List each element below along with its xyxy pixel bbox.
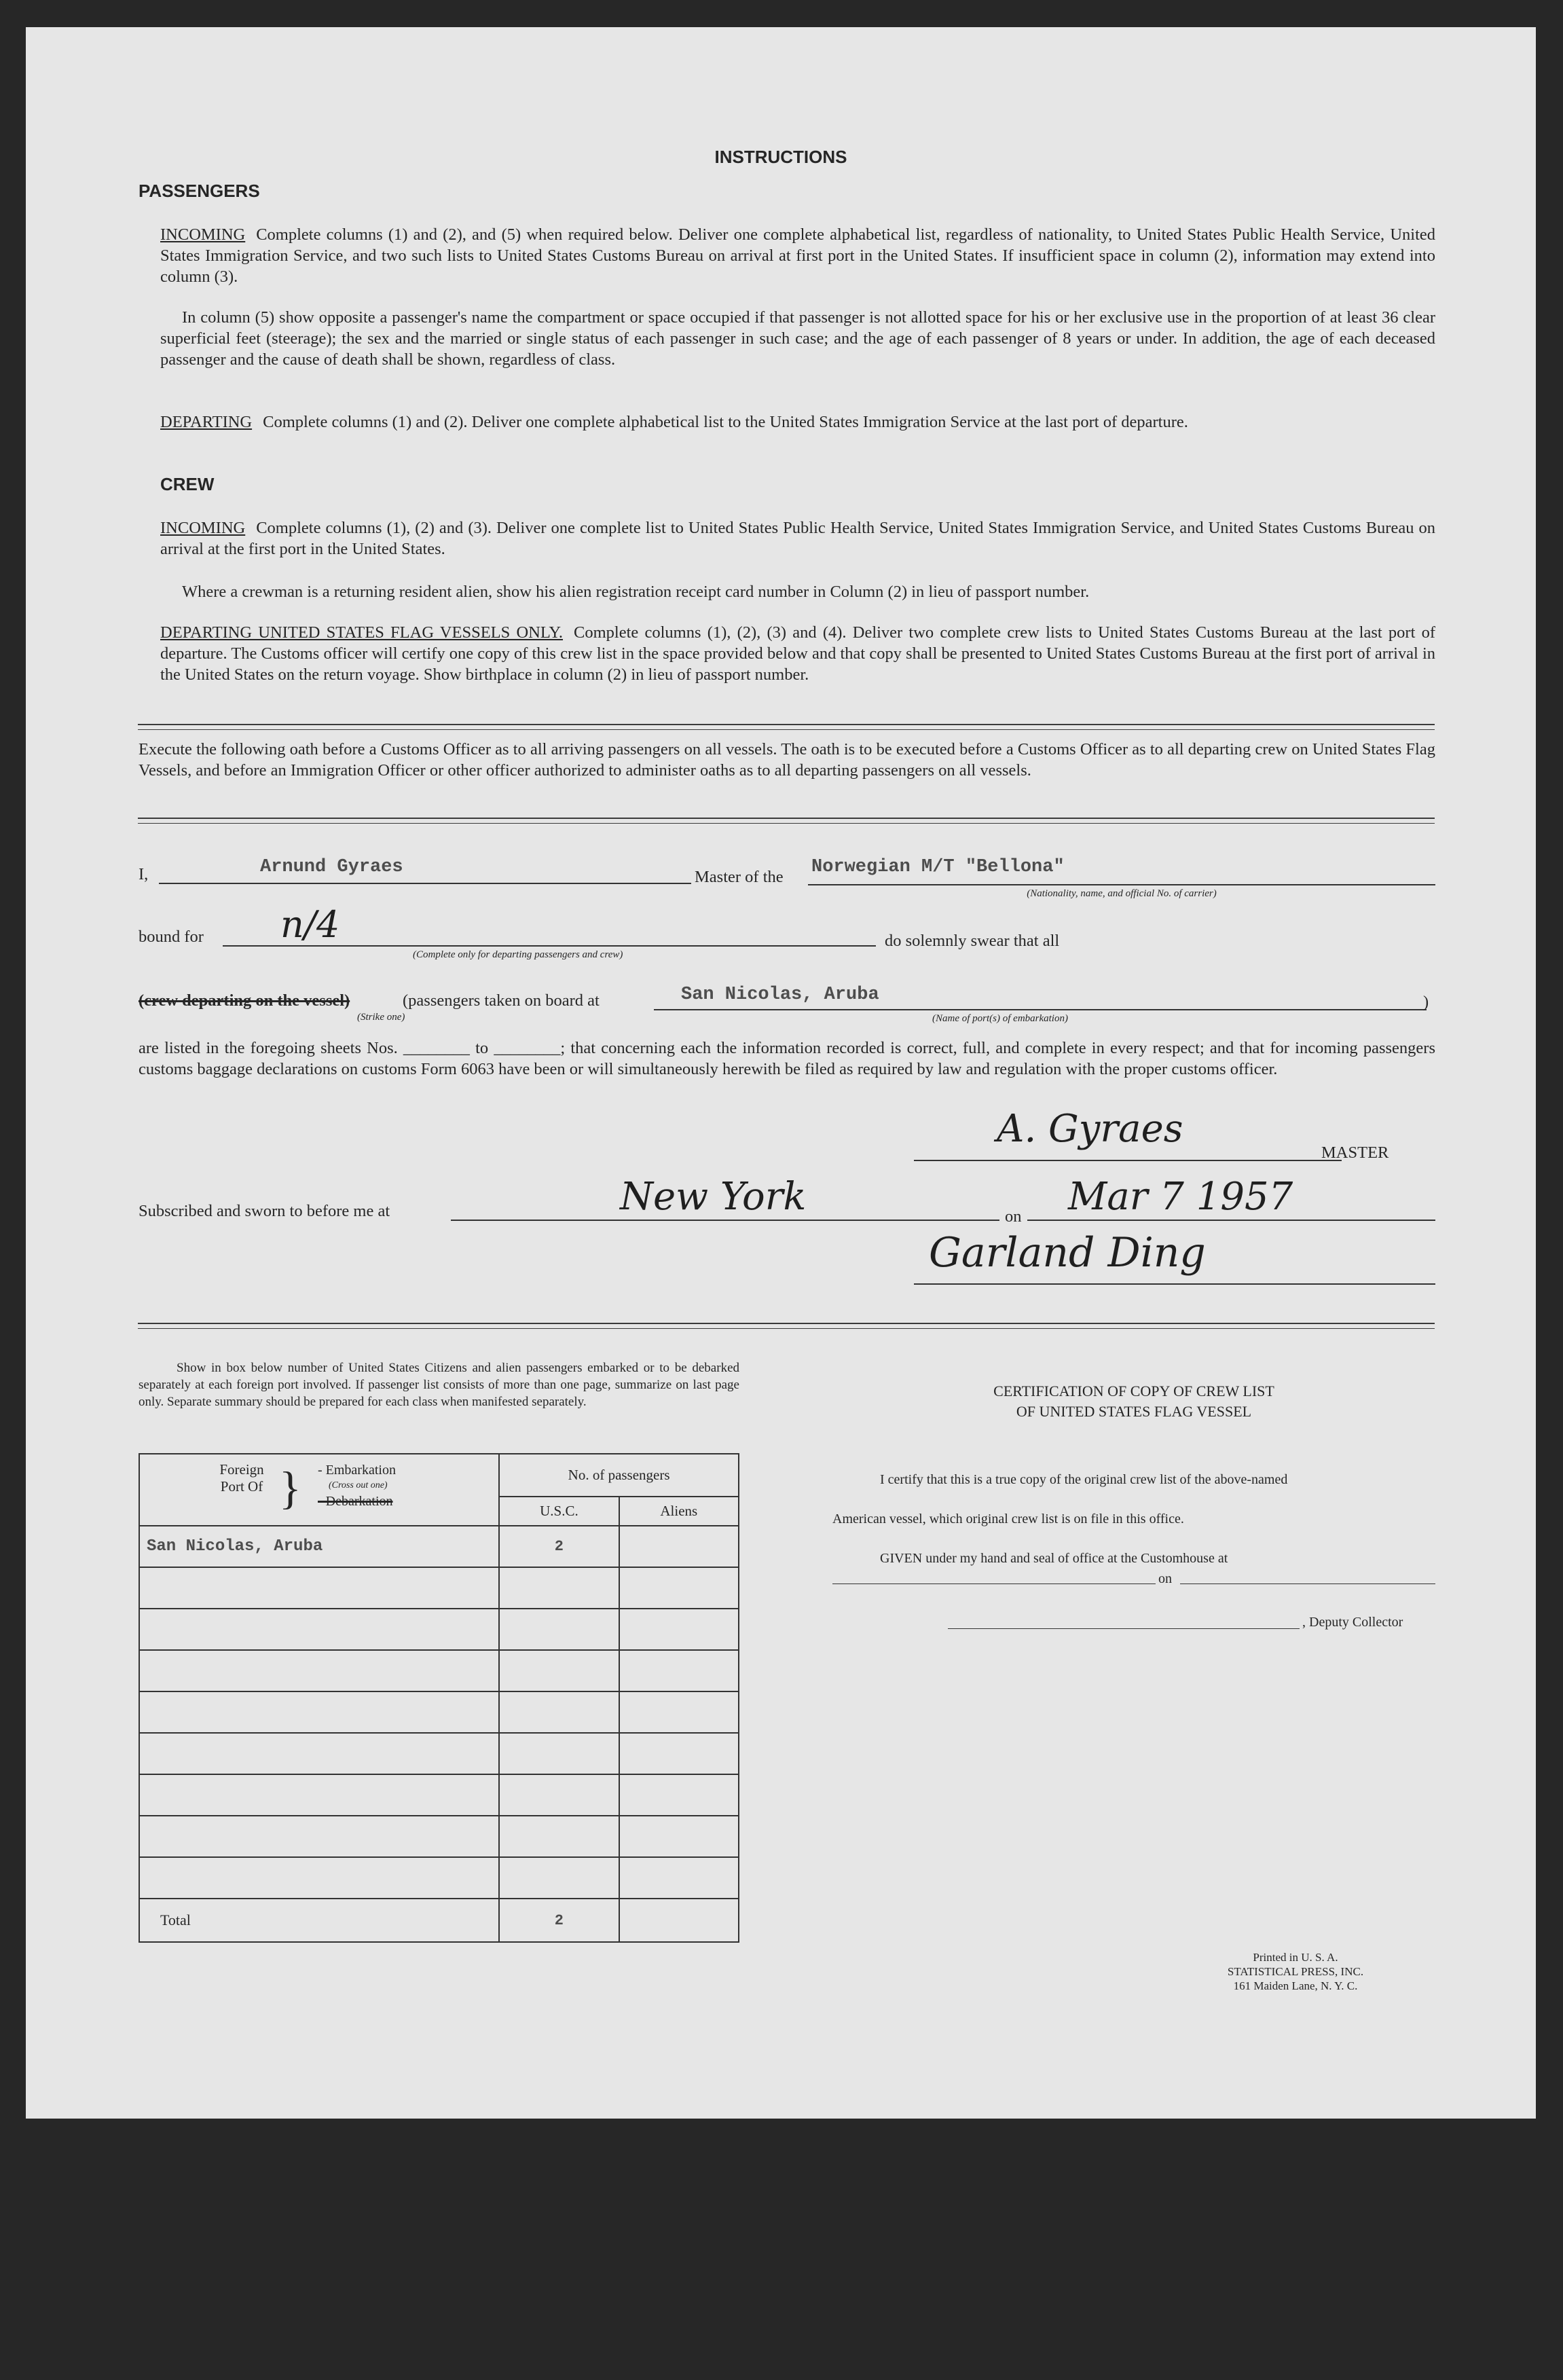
crew-resident-paragraph: Where a crewman is a returning resident alien, show his alien registration receipt card number in Column (2) in lieu of passport number. [182, 583, 1090, 601]
table-row [139, 1691, 739, 1733]
swear-text: do solemnly swear that all [885, 932, 1060, 950]
deputy-collector-label: , Deputy Collector [1302, 1615, 1403, 1630]
port-caption: (Name of port(s) of embarkation) [932, 1013, 1068, 1024]
oath-i-label: I, [139, 865, 149, 883]
printer-imprint [1166, 1950, 1424, 1993]
deputy-collector-line [948, 1628, 1300, 1629]
usc-cell [499, 1816, 619, 1857]
certification-title-line1: CERTIFICATION OF COPY OF CREW LIST [993, 1383, 1274, 1399]
carrier-line [808, 884, 1435, 885]
officer-signature: Garland Ding [929, 1229, 1206, 1277]
passengers-taken-text: (passengers taken on board at [403, 991, 600, 1010]
master-name-value: Arnund Gyraes [260, 857, 403, 877]
sworn-date-line [1027, 1220, 1435, 1221]
no-passengers-header: No. of passengers [499, 1454, 739, 1497]
certification-title-line2: OF UNITED STATES FLAG VESSEL [1016, 1403, 1252, 1420]
crew-incoming-text: Complete columns (1), (2) and (3). Deliver one complete list to United States Public Health Service, United States Immigration Service, and United States Customs Bureau on arrival at the first port in the United States. [160, 519, 1435, 558]
usc-cell [499, 1857, 619, 1899]
port-cell [139, 1816, 499, 1857]
aliens-cell [619, 1733, 739, 1774]
divider-line [138, 818, 1435, 819]
certification-text-2: American vessel, which original crew list is on file in this office. [832, 1512, 1184, 1526]
usc-cell [499, 1733, 619, 1774]
table-row [139, 1774, 739, 1816]
usc-cell [499, 1774, 619, 1816]
usc-cell: 2 [499, 1526, 619, 1567]
crew-departing-paragraph [160, 622, 1435, 685]
certification-on-label: on [1158, 1571, 1172, 1586]
port-cell [139, 1774, 499, 1816]
passengers-column5-paragraph: In column (5) show opposite a passenger's name the compartment or space occupied if that passenger is not allotted space for his or her exclusive use in the proportion of at least 36 clear superficial feet (steerage); the sex and the married or single status of each passenger in such case; and the age of each passenger of 8 years or under. In addition, the age of each deceased passenger and the cause of death shall be shown, regardless of class. [160, 308, 1435, 369]
officer-signature-line [914, 1283, 1435, 1285]
embarkation-label: - Embarkation [318, 1463, 396, 1478]
master-name-line [159, 883, 691, 884]
header-brace: } [279, 1462, 301, 1514]
subscribed-label: Subscribed and sworn to before me at [139, 1202, 390, 1220]
master-signature: A. Gyraes [997, 1107, 1183, 1151]
certification-text-1: I certify that this is a true copy of the original crew list of the above-named [880, 1472, 1288, 1487]
aliens-cell [619, 1609, 739, 1650]
table-row [139, 1650, 739, 1691]
master-label: MASTER [1321, 1143, 1389, 1162]
table-row [139, 1816, 739, 1857]
imprint-line-1: Printed in U. S. A. [1253, 1951, 1338, 1964]
passengers-heading: PASSENGERS [139, 181, 260, 201]
embarkation-line [654, 1009, 1427, 1010]
certification-text-3: GIVEN under my hand and seal of office at the Customhouse at [880, 1551, 1228, 1566]
strike-option: (crew departing on the vessel) [139, 991, 350, 1010]
crew-heading: CREW [160, 474, 215, 494]
certification-title [828, 1381, 1439, 1422]
close-paren: ) [1423, 993, 1429, 1011]
aliens-header: Aliens [619, 1497, 739, 1526]
divider-line [138, 823, 1435, 824]
port-cell [139, 1567, 499, 1609]
port-cell: San Nicolas, Aruba [139, 1526, 499, 1567]
aliens-cell [619, 1526, 739, 1567]
bound-for-caption: (Complete only for departing passengers and crew) [413, 949, 623, 960]
imprint-line-2: STATISTICAL PRESS, INC. [1227, 1965, 1364, 1978]
crew-departing-label: DEPARTING UNITED STATES FLAG VESSELS ONLY. [160, 623, 564, 642]
sworn-place-line [451, 1220, 999, 1221]
total-label: Total [139, 1899, 499, 1942]
cross-out-caption: (Cross out one) [329, 1480, 388, 1490]
usc-cell [499, 1567, 619, 1609]
crew-departing-text: Complete columns (1), (2), (3) and (4). Deliver two complete crew lists to United States Customs Bureau at the last port of departure. The Customs officer will certify one copy of this crew list in the space provided below and that copy shall be presented to United States Customs Bureau at the first port of arrival in the United States on the return voyage. Show birthplace in column (2) in lieu of passport number. [160, 623, 1435, 684]
aliens-cell [619, 1857, 739, 1899]
oath-intro: Execute the following oath before a Customs Officer as to all arriving passengers on all vessels. The oath is to be executed before a Customs Officer as to all departing crew on United States Flag Vessels, and before an Immigration Officer or other officer authorized to administer oaths as to all departing passengers on all vessels. [139, 740, 1435, 780]
sworn-on-label: on [1005, 1207, 1022, 1226]
passengers-departing-text: Complete columns (1) and (2). Deliver one complete alphabetical list to the United States Immigration Service at the last port of departure. [263, 413, 1188, 431]
master-of-label: Master of the [695, 868, 784, 886]
passengers-departing-label: DEPARTING [160, 413, 253, 431]
usc-cell [499, 1609, 619, 1650]
usc-header: U.S.C. [499, 1497, 619, 1526]
customhouse-line [832, 1583, 1156, 1584]
total-aliens [619, 1899, 739, 1942]
master-signature-line [914, 1160, 1342, 1161]
imprint-line-3: 161 Maiden Lane, N. Y. C. [1233, 1979, 1358, 1992]
summary-instruction: Show in box below number of United States Citizens and alien passengers embarked or to be debarked separately at each foreign port involved. If passenger list consists of more than one page, summarize on last page only. Separate summary should be prepared for each class when manifested separately. [139, 1361, 739, 1409]
bound-for-label: bound for [139, 928, 204, 946]
aliens-cell [619, 1567, 739, 1609]
certification-date-line [1180, 1583, 1435, 1584]
divider-line [138, 1328, 1435, 1329]
sworn-date-value: Mar 7 1957 [1068, 1175, 1293, 1219]
passengers-incoming-label: INCOMING [160, 225, 246, 244]
instructions-title: INSTRUCTIONS [714, 147, 847, 167]
passenger-summary-table [139, 1453, 739, 1943]
divider-line [138, 724, 1435, 725]
port-cell [139, 1691, 499, 1733]
table-row [139, 1857, 739, 1899]
crew-incoming-label: INCOMING [160, 519, 246, 537]
total-usc: 2 [499, 1899, 619, 1942]
passengers-departing-paragraph [160, 411, 1435, 433]
bound-for-value: n/4 [280, 903, 340, 946]
table-row [139, 1609, 739, 1650]
sworn-place-value: New York [620, 1175, 807, 1219]
aliens-cell [619, 1691, 739, 1733]
port-cell [139, 1609, 499, 1650]
foreign-port-of-label: Foreign Port Of [219, 1461, 264, 1495]
debarkation-label: - Debarkation [318, 1494, 393, 1509]
document-page [26, 27, 1536, 2119]
strike-caption: (Strike one) [357, 1012, 405, 1023]
table-row [139, 1567, 739, 1609]
usc-cell [499, 1691, 619, 1733]
embarkation-port-value: San Nicolas, Aruba [681, 985, 879, 1005]
divider-line [138, 729, 1435, 730]
carrier-caption: (Nationality, name, and official No. of carrier) [1027, 888, 1217, 899]
aliens-cell [619, 1816, 739, 1857]
passengers-incoming-paragraph [160, 224, 1435, 287]
usc-cell [499, 1650, 619, 1691]
port-cell [139, 1650, 499, 1691]
port-cell [139, 1857, 499, 1899]
port-cell [139, 1733, 499, 1774]
passengers-incoming-text: Complete columns (1) and (2), and (5) when required below. Deliver one complete alphabetical list, regardless of nationality, to United States Public Health Service, United States Immigration Service, and two such lists to United States Customs Bureau on arrival at first port in the United States. If insufficient space in column (2), information may extend into column (3). [160, 225, 1435, 286]
crew-incoming-paragraph [160, 517, 1435, 560]
aliens-cell [619, 1650, 739, 1691]
divider-line [138, 1323, 1435, 1324]
carrier-value: Norwegian M/T "Bellona" [811, 857, 1065, 877]
table-row [139, 1733, 739, 1774]
listed-text: are listed in the foregoing sheets Nos. ________ to ________; that concerning each the information recorded is correct, full, and complete in every respect; and that for incoming passengers customs baggage declarations on customs Form 6063 have been or will simultaneously herewith be filed as required by law and regulation with the proper customs officer. [139, 1039, 1435, 1078]
port-header-cell [139, 1454, 499, 1526]
aliens-cell [619, 1774, 739, 1816]
table-row [139, 1526, 739, 1567]
